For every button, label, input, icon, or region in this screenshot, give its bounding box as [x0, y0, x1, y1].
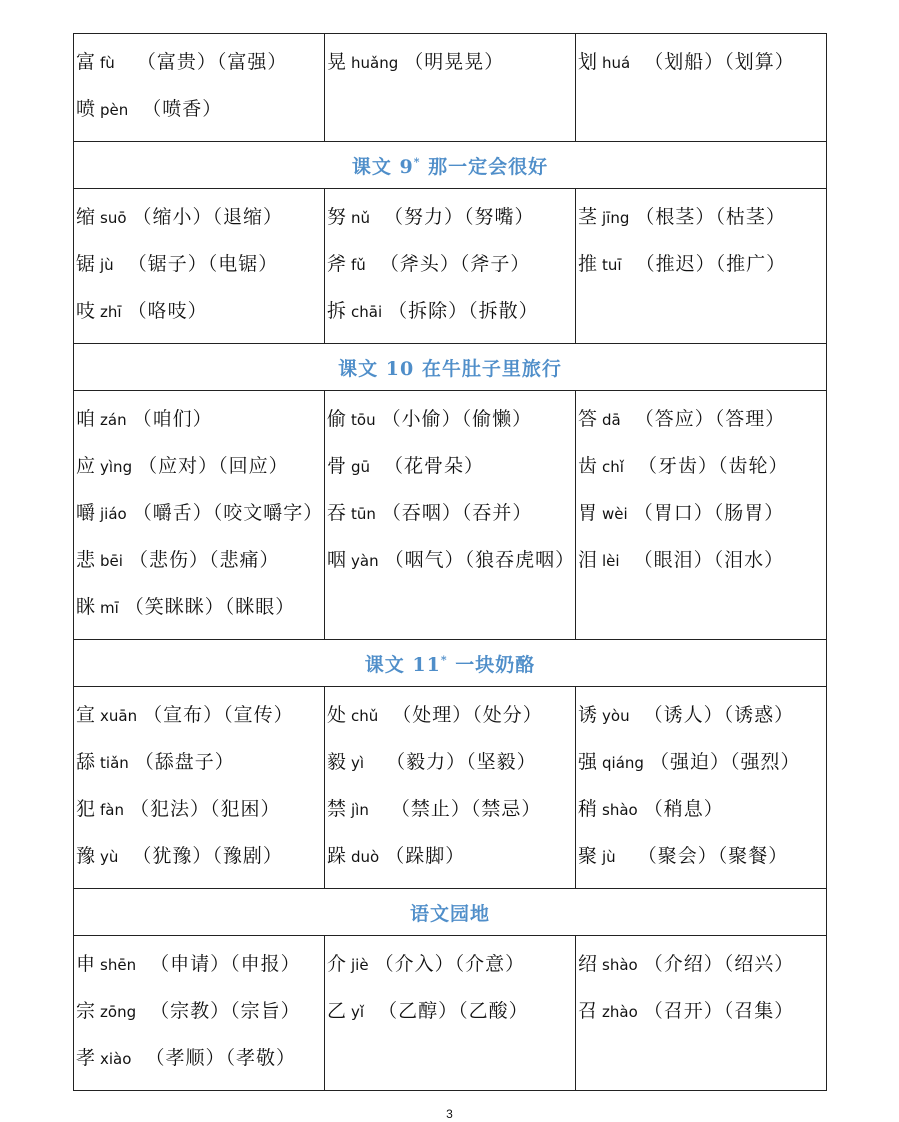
example-words: （胃口）（肠胃） [633, 502, 785, 524]
pinyin: jìn [351, 801, 369, 819]
vocab-entry [578, 490, 826, 537]
pinyin: suō [100, 209, 127, 227]
vocab-cell [74, 687, 325, 889]
section-title [74, 142, 827, 189]
section-header-row [74, 640, 827, 687]
character: 胃 [578, 502, 599, 524]
character: 悲 [76, 549, 97, 571]
pinyin: jù [602, 848, 616, 866]
page-number: 3 [446, 1107, 453, 1121]
example-words: （咽气）（狼吞虎咽） [384, 549, 576, 571]
pinyin: mī [100, 599, 119, 617]
example-words: （犹豫）（豫剧） [132, 845, 283, 867]
example-words: （孝顺）（孝敬） [145, 1047, 296, 1069]
vocab-entry [327, 692, 575, 739]
vocab-entry [76, 584, 324, 631]
example-words: （牙齿）（齿轮） [637, 455, 789, 477]
pinyin: chǔ [351, 707, 379, 725]
pinyin: jiè [351, 956, 369, 974]
character: 拆 [327, 300, 348, 322]
vocab-entry [76, 39, 324, 86]
pinyin: jiáo [100, 505, 127, 523]
example-words: （诱人）（诱惑） [643, 704, 795, 726]
vocab-row [74, 936, 827, 1091]
section-title [74, 344, 827, 391]
example-words: （宗教）（宗旨） [150, 1000, 301, 1022]
character: 舔 [76, 751, 97, 773]
example-words: （舔盘子） [134, 751, 235, 773]
vocab-entry [578, 833, 826, 880]
character: 处 [327, 704, 348, 726]
example-words: （宣布）（宣传） [143, 704, 294, 726]
vocab-entry [327, 941, 575, 988]
example-words: （划船）（划算） [644, 51, 795, 73]
example-words: （明晃晃） [404, 51, 505, 73]
vocab-entry [76, 443, 324, 490]
pinyin: tuī [602, 256, 622, 274]
pinyin: xiào [100, 1050, 132, 1068]
pinyin: fǔ [351, 256, 366, 274]
section-title [74, 889, 827, 936]
character: 努 [327, 206, 348, 228]
section-title-name: 那一定会很好 [420, 155, 549, 178]
section-header-row [74, 889, 827, 936]
vocab-entry [578, 537, 826, 584]
example-words: （笑眯眯）（眯眼） [124, 596, 296, 618]
example-words: （努力）（努嘴） [384, 206, 535, 228]
vocab-entry [76, 194, 324, 241]
vocab-cell [576, 34, 827, 142]
section-title-text: 课文 11 [364, 653, 441, 676]
vocab-entry [578, 786, 826, 833]
vocab-cell [74, 189, 325, 344]
character: 富 [76, 51, 97, 73]
vocab-entry [578, 692, 826, 739]
pinyin: zhī [100, 303, 122, 321]
vocab-entry [76, 1035, 324, 1082]
section-header-row [74, 142, 827, 189]
vocab-entry [327, 241, 575, 288]
pinyin: bēi [100, 552, 123, 570]
pinyin: yǐ [351, 1003, 365, 1021]
vocab-entry [327, 490, 575, 537]
example-words: （锯子）（电锯） [127, 253, 279, 275]
character: 禁 [327, 798, 348, 820]
example-words: （聚会）（聚餐） [637, 845, 789, 867]
character: 应 [76, 455, 97, 477]
pinyin: shào [602, 956, 638, 974]
character: 划 [578, 51, 599, 73]
character: 申 [76, 953, 97, 975]
vocab-entry [578, 941, 826, 988]
pinyin: zōng [100, 1003, 137, 1021]
example-words: （犯法）（犯困） [130, 798, 281, 820]
vocab-cell [325, 391, 576, 640]
pinyin: chǐ [602, 458, 624, 476]
character: 喷 [76, 98, 97, 120]
vocab-entry [76, 241, 324, 288]
pinyin: jīng [602, 209, 630, 227]
vocab-row [74, 687, 827, 889]
character: 绍 [578, 953, 599, 975]
example-words: （稍息） [643, 798, 724, 820]
vocab-row [74, 189, 827, 344]
example-words: （处理）（处分） [392, 704, 543, 726]
character: 骨 [327, 455, 348, 477]
character: 介 [327, 953, 348, 975]
vocab-entry [76, 692, 324, 739]
pinyin: gū [351, 458, 371, 476]
example-words: （悲伤）（悲痛） [128, 549, 280, 571]
example-words: （眼泪）（泪水） [633, 549, 785, 571]
vocab-entry [327, 739, 575, 786]
vocab-cell [576, 189, 827, 344]
section-title-text: 课文 9 [351, 155, 414, 178]
example-words: （介绍）（绍兴） [643, 953, 795, 975]
example-words: （答应）（答理） [634, 408, 786, 430]
character: 吱 [76, 300, 97, 322]
vocab-entry [327, 988, 575, 1035]
vocab-entry [578, 739, 826, 786]
pinyin: tiǎn [100, 754, 129, 772]
pinyin: yòu [602, 707, 630, 725]
optional-lesson-mark: * [413, 155, 421, 169]
pinyin: duò [351, 848, 380, 866]
example-words: （禁止）（禁忌） [390, 798, 542, 820]
vocab-cell [74, 391, 325, 640]
example-words: （喷香） [142, 98, 223, 120]
vocab-entry [327, 833, 575, 880]
vocab-entry [578, 396, 826, 443]
character: 聚 [578, 845, 599, 867]
example-words: （应对）（回应） [138, 455, 289, 477]
character: 强 [578, 751, 599, 773]
example-words: （咱们） [132, 408, 213, 430]
vocab-entry [327, 396, 575, 443]
pinyin: zhào [602, 1003, 638, 1021]
pinyin: tōu [351, 411, 376, 429]
section-title [74, 640, 827, 687]
optional-lesson-mark: * [440, 653, 448, 667]
character: 宣 [76, 704, 97, 726]
vocabulary-table [73, 33, 827, 1091]
vocab-entry [327, 288, 575, 335]
character: 眯 [76, 596, 97, 618]
example-words: （申请）（申报） [150, 953, 301, 975]
section-title-text: 语文园地 [409, 902, 490, 925]
character: 豫 [76, 845, 97, 867]
example-words: （跺脚） [385, 845, 466, 867]
vocab-cell [576, 391, 827, 640]
character: 吞 [327, 502, 348, 524]
vocab-cell [576, 936, 827, 1091]
character: 犯 [76, 798, 97, 820]
pinyin: shēn [100, 956, 137, 974]
character: 乙 [327, 1000, 348, 1022]
vocab-entry [578, 443, 826, 490]
character: 诱 [578, 704, 599, 726]
example-words: （拆除）（拆散） [388, 300, 539, 322]
character: 嚼 [76, 502, 97, 524]
example-words: （花骨朵） [384, 455, 485, 477]
vocab-entry [76, 396, 324, 443]
vocab-cell [325, 189, 576, 344]
character: 锯 [76, 253, 97, 275]
vocab-entry [578, 988, 826, 1035]
vocab-cell [576, 687, 827, 889]
vocab-entry [76, 288, 324, 335]
pinyin: shào [602, 801, 638, 819]
pinyin: huá [602, 54, 631, 72]
pinyin: wèi [602, 505, 628, 523]
example-words: （毅力）（坚毅） [386, 751, 537, 773]
vocab-cell [325, 687, 576, 889]
vocab-row [74, 391, 827, 640]
vocab-entry [327, 39, 575, 86]
vocab-cell [325, 936, 576, 1091]
pinyin: yù [100, 848, 119, 866]
vocab-entry [578, 39, 826, 86]
vocab-cell [74, 936, 325, 1091]
character: 茎 [578, 206, 599, 228]
example-words: （小偷）（偷懒） [381, 408, 533, 430]
vocab-entry [76, 988, 324, 1035]
character: 毅 [327, 751, 348, 773]
pinyin: chāi [351, 303, 383, 321]
vocab-entry [578, 194, 826, 241]
character: 孝 [76, 1047, 97, 1069]
vocab-row [74, 34, 827, 142]
pinyin: xuān [100, 707, 138, 725]
example-words: （召开）（召集） [643, 1000, 795, 1022]
example-words: （介入）（介意） [374, 953, 526, 975]
pinyin: nǔ [351, 209, 371, 227]
example-words: （富贵）（富强） [136, 51, 288, 73]
character: 咽 [327, 549, 348, 571]
vocab-cell [325, 34, 576, 142]
pinyin: huǎng [351, 54, 399, 72]
character: 推 [578, 253, 599, 275]
example-words: （根茎）（枯茎） [635, 206, 786, 228]
character: 齿 [578, 455, 599, 477]
character: 泪 [578, 549, 599, 571]
vocab-entry [76, 786, 324, 833]
vocab-cell [74, 34, 325, 142]
character: 偷 [327, 408, 348, 430]
section-header-row [74, 344, 827, 391]
pinyin: yàn [351, 552, 379, 570]
character: 斧 [327, 253, 348, 275]
vocab-entry [76, 490, 324, 537]
pinyin: yìng [100, 458, 133, 476]
character: 跺 [327, 845, 348, 867]
vocab-entry [327, 443, 575, 490]
example-words: （吞咽）（吞并） [381, 502, 533, 524]
vocab-entry [327, 194, 575, 241]
vocab-entry [578, 241, 826, 288]
pinyin: fù [100, 54, 115, 72]
vocab-entry [76, 941, 324, 988]
character: 召 [578, 1000, 599, 1022]
section-title-text: 课文 10 在牛肚子里旅行 [338, 357, 562, 380]
vocab-entry [76, 739, 324, 786]
pinyin: yì [351, 754, 365, 772]
character: 咱 [76, 408, 97, 430]
example-words: （乙醇）（乙酸） [378, 1000, 529, 1022]
example-words: （强迫）（强烈） [649, 751, 801, 773]
example-words: （斧头）（斧子） [379, 253, 531, 275]
character: 宗 [76, 1000, 97, 1022]
vocab-entry [76, 833, 324, 880]
vocabulary-table-body [74, 34, 827, 1091]
pinyin: dā [602, 411, 621, 429]
pinyin: zán [100, 411, 127, 429]
example-words: （缩小）（退缩） [132, 206, 284, 228]
example-words: （嚼舌）（咬文嚼字） [132, 502, 324, 524]
pinyin: fàn [100, 801, 124, 819]
pinyin: jù [100, 256, 114, 274]
vocab-entry [327, 537, 575, 584]
example-words: （咯吱） [127, 300, 208, 322]
character: 缩 [76, 206, 97, 228]
pinyin: pèn [100, 101, 129, 119]
vocab-entry [76, 86, 324, 133]
vocab-entry [76, 537, 324, 584]
pinyin: lèi [602, 552, 620, 570]
vocab-entry [327, 786, 575, 833]
pinyin: qiáng [602, 754, 644, 772]
character: 稍 [578, 798, 599, 820]
character: 晃 [327, 51, 348, 73]
pinyin: tūn [351, 505, 376, 523]
character: 答 [578, 408, 599, 430]
example-words: （推迟）（推广） [635, 253, 787, 275]
section-title-name: 一块奶酪 [447, 653, 536, 676]
